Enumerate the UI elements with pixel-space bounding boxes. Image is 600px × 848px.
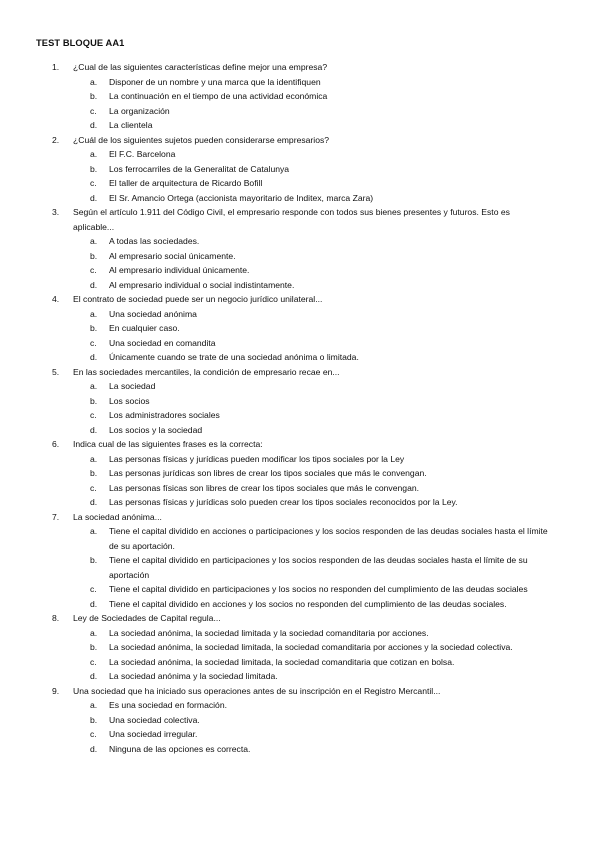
option-list [0,147,600,205]
option-d [0,495,600,510]
option-text: La sociedad anónima, la sociedad limitada, la sociedad comanditaria que cotizan en bolsa. [109,656,455,667]
option-text: Tiene el capital dividido en participaciones y los socios responden de las deudas sociales hasta el límite de su aportación [109,555,528,580]
option-a [0,379,600,394]
option-letter: c. [90,729,97,739]
option-letter: c. [90,656,97,667]
option-text: Tiene el capital dividido en acciones o participaciones y los socios responden de las deudas sociales hasta el límite de su aportación. [109,526,548,551]
option-text: La organización [109,105,170,116]
question-5 [0,365,600,438]
option-d [0,191,600,206]
question-2 [0,133,600,206]
question-text: ¿Cuál de los siguientes sujetos pueden considerarse empresarios? [73,134,330,145]
question-text-row [0,205,600,234]
option-a [0,524,600,553]
option-text: La sociedad anónima, la sociedad limitada, la sociedad comanditaria por acciones y la sociedad colectiva. [109,642,513,652]
option-b [0,466,600,481]
option-text: La sociedad anónima, la sociedad limitada y la sociedad comanditaria por acciones. [109,627,429,638]
option-letter: b. [90,163,98,174]
option-letter: c. [90,265,97,275]
option-c [0,408,600,423]
option-letter: c. [90,482,97,493]
option-a [0,75,600,90]
option-letter: d. [90,120,98,130]
question-text: La sociedad anónima... [73,511,162,522]
option-d [0,742,600,757]
option-list [0,234,600,292]
option-a [0,234,600,249]
option-letter: a. [90,526,98,536]
option-list [0,698,600,756]
option-letter: b. [90,555,98,565]
option-text: Los socios [109,395,150,406]
option-text: La continuación en el tiempo de una actividad económica [109,91,328,101]
question-text: Indica cual de las siguientes frases es la correcta: [73,439,263,449]
question-6 [0,437,600,510]
option-letter: c. [90,410,97,420]
question-number: 3. [52,207,60,217]
option-c [0,104,600,119]
option-text: Los administradores sociales [109,410,220,420]
option-letter: c. [90,105,97,116]
option-d [0,118,600,133]
option-text: Los socios y la sociedad [109,424,203,435]
option-letter: b. [90,395,98,406]
option-c [0,655,600,670]
option-letter: a. [90,76,98,87]
option-text: Tiene el capital dividido en acciones y los socios no responden del cumplimiento de las deudas sociales. [109,598,507,609]
option-d [0,597,600,612]
option-text: Las personas físicas y jurídicas solo pueden crear los tipos sociales reconocidos por la Ley. [109,497,458,507]
question-text-row [0,510,600,525]
option-letter: d. [90,424,98,435]
option-a [0,147,600,162]
question-number: 6. [52,439,60,449]
question-number: 1. [52,62,60,72]
option-letter: c. [90,584,97,594]
option-b [0,553,600,582]
question-text: Ley de Sociedades de Capital regula... [73,613,221,623]
option-text: Una sociedad colectiva. [109,714,200,725]
question-text: Según el artículo 1.911 del Código Civil, el empresario responde con todos sus bienes presentes y futuros. Esto es aplicable... [73,207,510,232]
option-letter: a. [90,308,98,319]
document-title: TEST BLOQUE AA1 [36,38,125,48]
question-number: 7. [52,511,60,522]
option-text: Es una sociedad en formación. [109,700,227,710]
option-text: En cualquier caso. [109,323,180,333]
option-text: La clientela [109,120,153,130]
question-number: 9. [52,685,60,696]
option-text: Las personas físicas y jurídicas pueden modificar los tipos sociales por la Ley [109,453,405,464]
question-9 [0,684,600,757]
question-text-row [0,611,600,626]
option-a [0,307,600,322]
question-4 [0,292,600,365]
option-text: Al empresario social únicamente. [109,250,236,261]
question-text-row [0,133,600,148]
option-text: La sociedad anónima y la sociedad limitada. [109,671,278,681]
option-a [0,698,600,713]
option-b [0,89,600,104]
question-number: 5. [52,366,60,377]
option-letter: b. [90,91,98,101]
question-1 [0,60,600,133]
option-letter: a. [90,149,98,159]
option-letter: c. [90,178,97,188]
question-text: El contrato de sociedad puede ser un negocio jurídico unilateral... [73,294,323,304]
option-list [0,524,600,611]
option-c [0,176,600,191]
option-text: Las personas físicas son libres de crear los tipos sociales que más le convengan. [109,482,420,493]
question-number: 2. [52,134,60,145]
option-list [0,379,600,437]
option-text: El F.C. Barcelona [109,149,176,159]
option-b [0,162,600,177]
option-text: El Sr. Amancio Ortega (accionista mayoritario de Inditex, marca Zara) [109,192,374,203]
option-text: A todas las sociedades. [109,236,200,246]
option-letter: a. [90,700,98,710]
question-text-row [0,684,600,699]
option-letter: d. [90,279,98,290]
question-text-row [0,60,600,75]
option-text: Los ferrocarriles de la Generalitat de Catalunya [109,163,290,174]
option-list [0,626,600,684]
option-text: Al empresario individual únicamente. [109,265,250,275]
option-letter: d. [90,743,98,754]
option-d [0,669,600,684]
option-c [0,582,600,597]
option-letter: d. [90,598,98,609]
option-b [0,249,600,264]
question-text-row [0,292,600,307]
option-letter: b. [90,642,98,652]
option-text: Una sociedad anónima [109,308,197,319]
option-c [0,481,600,496]
option-letter: a. [90,453,98,464]
option-d [0,350,600,365]
option-list [0,75,600,133]
question-number: 4. [52,294,60,304]
option-text: Ninguna de las opciones es correcta. [109,743,251,754]
option-b [0,321,600,336]
question-number: 8. [52,613,60,623]
option-list [0,307,600,365]
question-list [0,60,600,756]
option-c [0,727,600,742]
option-b [0,713,600,728]
option-text: Las personas jurídicas son libres de crear los tipos sociales que más le convengan. [109,468,427,478]
option-letter: d. [90,352,98,362]
option-text: Al empresario individual o social indistintamente. [109,279,295,290]
option-text: Una sociedad irregular. [109,729,198,739]
question-text-row [0,365,600,380]
option-letter: b. [90,250,98,261]
question-7 [0,510,600,612]
option-letter: a. [90,627,98,638]
option-list [0,452,600,510]
option-text: La sociedad [109,381,156,391]
question-text: Una sociedad que ha iniciado sus operaciones antes de su inscripción en el Registro Mercantil... [73,685,441,696]
option-text: Una sociedad en comandita [109,337,216,348]
question-text: En las sociedades mercantiles, la condición de empresario recae en... [73,366,340,377]
option-letter: b. [90,468,98,478]
question-text-row [0,437,600,452]
option-c [0,263,600,278]
question-text: ¿Cual de las siguientes características define mejor una empresa? [73,62,328,72]
question-8 [0,611,600,684]
option-d [0,423,600,438]
option-letter: a. [90,236,98,246]
option-letter: d. [90,497,98,507]
option-a [0,626,600,641]
option-text: Únicamente cuando se trate de una sociedad anónima o limitada. [109,352,359,362]
option-d [0,278,600,293]
option-letter: c. [90,337,97,348]
question-3 [0,205,600,292]
option-c [0,336,600,351]
option-b [0,394,600,409]
option-text: Disponer de un nombre y una marca que la identifiquen [109,76,321,87]
option-a [0,452,600,467]
option-b [0,640,600,655]
option-letter: b. [90,714,98,725]
option-letter: a. [90,381,98,391]
option-letter: d. [90,671,98,681]
option-letter: b. [90,323,98,333]
option-text: El taller de arquitectura de Ricardo Bofill [109,178,263,188]
option-text: Tiene el capital dividido en participaciones y los socios no responden del cumplimiento de las deudas sociales [109,584,528,594]
option-letter: d. [90,192,98,203]
